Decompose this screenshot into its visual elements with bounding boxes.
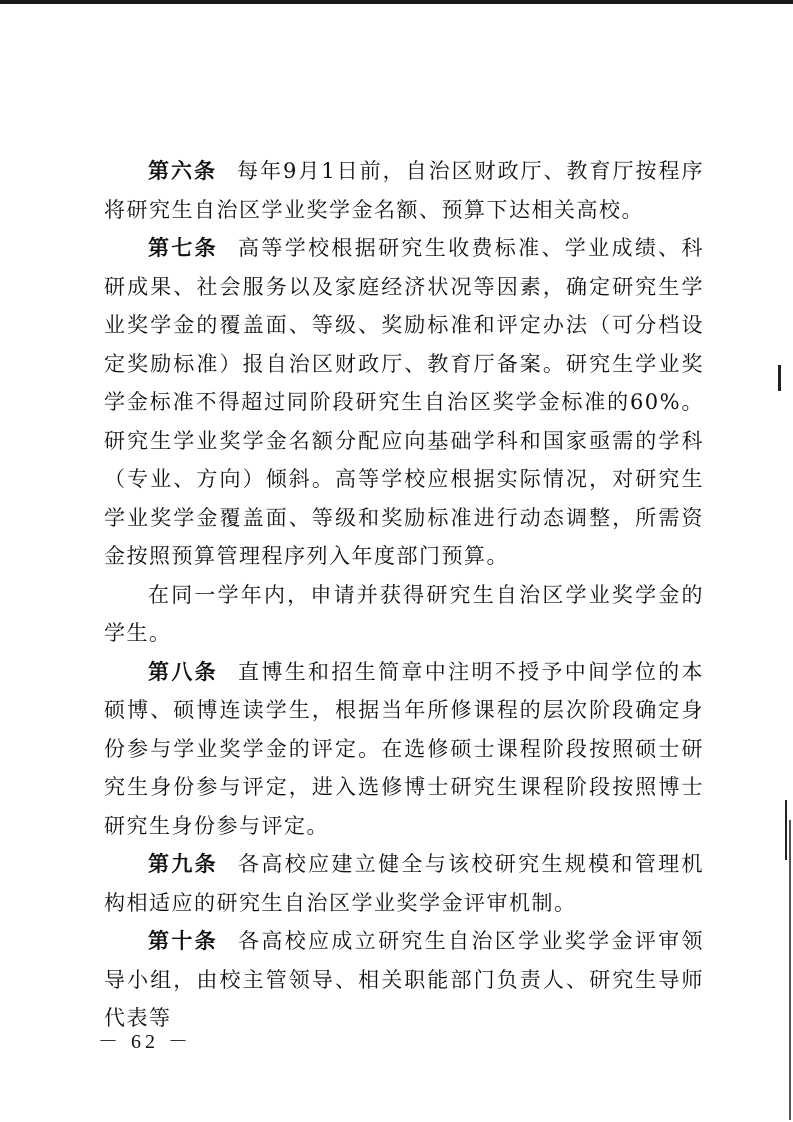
paragraph-article-10 [104,922,704,1038]
paragraph-article-6 [104,152,704,229]
article-number: 第九条 [148,852,219,876]
paragraph-article-8 [104,653,704,846]
paragraph-text: 直博生和招生简章中注明不授予中间学位的本硕博、硕博连读学生，根据当年所修课程的层次阶段确定身份参与学业奖学金的评定。在选修硕士课程阶段按照硕士研究生身份参与评定，进入选修博士研究生课程阶段按照博士研究生身份参与评定。 [104,659,705,838]
paragraph-article-7 [104,229,704,576]
article-number: 第八条 [148,659,219,684]
article-number: 第十条 [148,929,219,953]
paragraph-text: 在同一学年内，申请并获得研究生自治区学业奖学金的学生。 [104,582,704,645]
scan-artifact-mark [778,365,781,391]
paragraph-text: 各高校应成立研究生自治区学业奖学金评审领导小组，由校主管领导、相关职能部门负责人、研究生导师代表等 [104,929,705,1030]
article-number: 第七条 [148,236,219,260]
article-number: 第六条 [148,159,217,183]
paragraph-text: 各高校应建立健全与该校研究生规模和管理机构相适应的研究生自治区学业奖学金评审机制。 [104,852,705,915]
paragraph-text: 高等学校根据研究生收费标准、学业成绩、科研成果、社会服务以及家庭经济状况等因素，确定研究生学业奖学金的覆盖面、等级、奖励标准和评定办法（可分档设定奖励标准）报自治区财政厅、教育厅备案。研究生学业奖学金标准不得超过同阶段研究生自治区奖学金标准的60%。研究生学业奖学金名额分配应向基础学科和国家亟需的学科（专业、方向）倾斜。高等学校应根据实际情况，对研究生学业奖学金覆盖面、等级和奖励标准进行动态调整，所需资金按照预算管理程序列入年度部门预算。 [104,236,705,568]
scan-artifact-edge [789,820,791,1120]
scan-artifact-mark [785,800,787,860]
paragraph-text: 每年9月1日前，自治区财政厅、教育厅按程序将研究生自治区学业奖学金名额、预算下达相关高校。 [104,159,705,222]
page-number: － 62 － [98,1031,192,1053]
paragraph-plain [104,576,704,653]
paragraph-article-9 [104,845,704,922]
top-border-line [0,0,793,4]
document-body [104,152,704,1038]
